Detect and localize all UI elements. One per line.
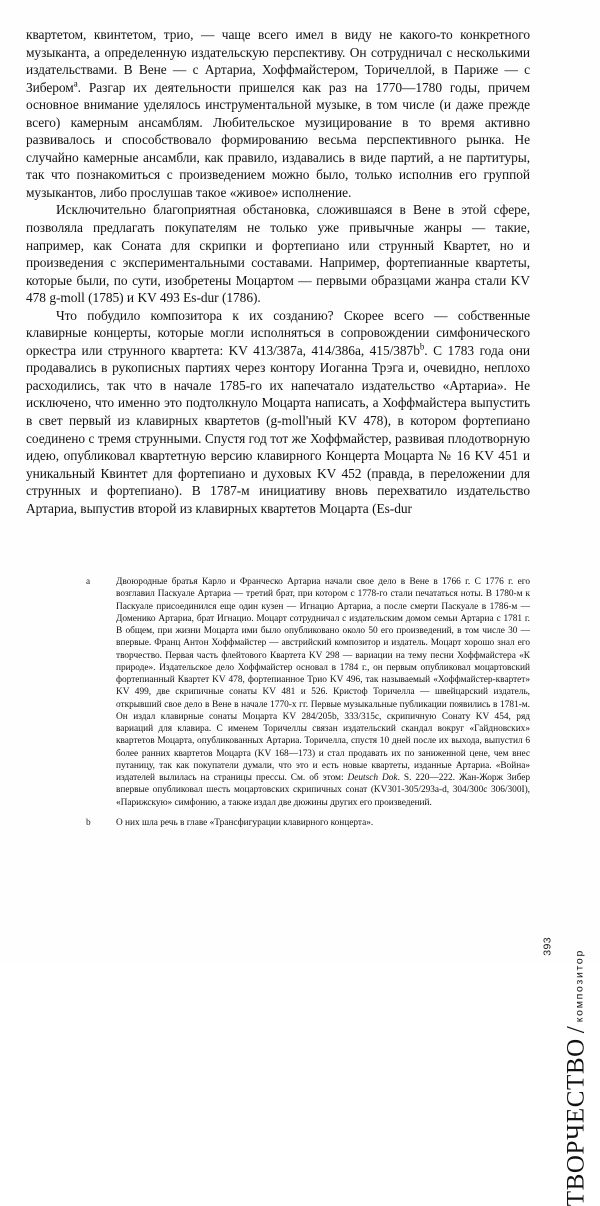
footnote-ref-b[interactable]: b: [419, 341, 425, 352]
footnote-b: [86, 817, 530, 829]
footnotes-block: [86, 576, 530, 837]
running-head-title: ТВОРЧЕСТВО: [562, 1038, 589, 1206]
footnote-a: [86, 576, 530, 809]
running-head-separator: /: [562, 1026, 589, 1034]
footnote-marker-b: b: [86, 817, 91, 828]
footnote-marker-a: a: [86, 577, 91, 587]
running-head-subtitle: композитор: [573, 949, 585, 1023]
paragraph-favorable-climate: Исключительно благоприятная обстановка, сложившаяся в Вене в этой сфере, позволяла предлагать покупателям не только уже привычные жанры — такие, например, как Соната для скрипки и фортепиано или струнный Квартет, но и произведения с экспериментальными составами. Например, фортепианные квартеты, которые были, по сути, изобретены Моцартом — первыми образцами жанра стали KV 478 g-moll (1785) и KV 493 Es-dur (1786).: [26, 202, 530, 306]
paragraph-motivation: Что побудило композитора к их созданию? Скорее всего — собственные клавирные концерты, которые могли исполняться в сопровождении симфонического оркестра или струнного квартета: KV 413/387a, 414/386a, 415/387b$^b$. С 1783 года они продавались в рукописных партиях через контору Иоганна Трэга и, очевидно, неплохо расходились, так что в начале 1785-го их напечатало издательство «Артариа». Не исключено, что именно это подтолкнуло Моцарта написать, а Хоффмайстера выпустить в свет первый из клавирных квартетов (g-moll'ный KV 478), в котором фортепиано соединено с тремя струнными. Спустя год тот же Хоффмайстер, развивая плодотворную идею, опубликовал квартетную версию клавирного Концерта Моцарта № 16 KV 451 и уникальный Квинтет для фортепиано и духовых KV 452 (правда, в переложении для струнных и фортепиано). В 1787-м инициативу вновь перехватило издательство Артариа, выпустив второй из клавирных квартетов Моцарта (Es-dur: [26, 307, 530, 516]
footnote-text-a: Двоюродные братья Карло и Франческо Артариа начали свое дело в Вене в 1766 г. С 1776 г. его возглавил Паскуале Артариа — третий брат, при котором с 1778-го стали печататься ноты. В 1780-м к Паскуале присоединился еще один кузен — Игнацио Артариа, а после смерти Паскуале в 1786-м — Доменико Артариа, брат Игнацио. Моцарт сотрудничал с издательским домом семьи Артариа с 1781 г. В общем, при жизни Моцарта ими было опубликовано около 50 его произведений, в том числе 30 — впервые. Франц Антон Хоффмайстер — австрийский композитор и издатель. Моцарт хорошо знал его творчество. Первая часть флейтового Квартета KV 298 — вариации на тему песни Хоффмайстера «К природе». Издательское дело Хоффмайстер основал в 1784 г., он первым опубликовал моцартовский фортепианный Квартет KV 478, фортепианное Трио KV 496, так называемый «Хоффмайстер-квартет» KV 499, две скрипичные сонаты KV 481 и 526. Кристоф Торичелла — швейцарский издатель, открывший свое дело в Вене в начале 1770-х гг. Первые музыкальные публикации появились в 1781-м. Он издал клавирные сонаты Моцарта KV 284/205b, 333/315c, скрипичную Сонату KV 454, ряд вариаций для клавира. С именем Торичеллы связан издательский скандал вокруг «Гайдновских» квартетов Моцарта, опубликованных Артариа. Торичелла, спустя 10 дней после их выхода, выпустил 6 более ранних квартетов Моцарта (KV 168—173) и стал продавать их по заниженной цене, чем внес путаницу, так как покупатели думали, что это и есть новые квартеты, изданные Артариа. «Война» издателей вылилась на страницы прессы. См. об этом: Deutsch Dok. S. 220—222. Жан-Жорж Зибер впервые опубликовал шесть моцартовских скрипичных сонат (KV301-305/293a-d, 304/300c 306/300I), «Парижскую» симфонию, а также издал две дюжины других его произведений.: [116, 577, 530, 808]
page-number: 393: [542, 937, 554, 956]
footnote-text-b: О них шла речь в главе «Трансфигурации клавирного концерта».: [116, 817, 374, 828]
body-text-column: [26, 26, 530, 517]
paragraph-continued: квартетом, квинтетом, трио, — чаще всего имел в виду не какого-то конкретного музыканта, а определенную издательскую перспективу. Он сотрудничал с несколькими издательствами. В Вене — с Артариа, Хоффмайстером, Торичеллой, в Париже — с Зибером$^a$. Разгар их деятельности пришелся как раз на 1770—1780 годы, причем основное внимание уделялось инструментальной музыке, в том числе (и даже прежде всего) камерным ансамблям. Любительское музицирование в то время активно развивалось и способствовало формированию весьма перспективного рынка. Не случайно камерные ансамбли, как правило, издавались в виде партий, а не партитуры, так что познакомиться с произведением можно было, только исполнив его группой музыкантов, либо прослушав такое «живое» исполнение.: [26, 27, 530, 200]
footnote-ref-a[interactable]: a: [73, 78, 78, 89]
